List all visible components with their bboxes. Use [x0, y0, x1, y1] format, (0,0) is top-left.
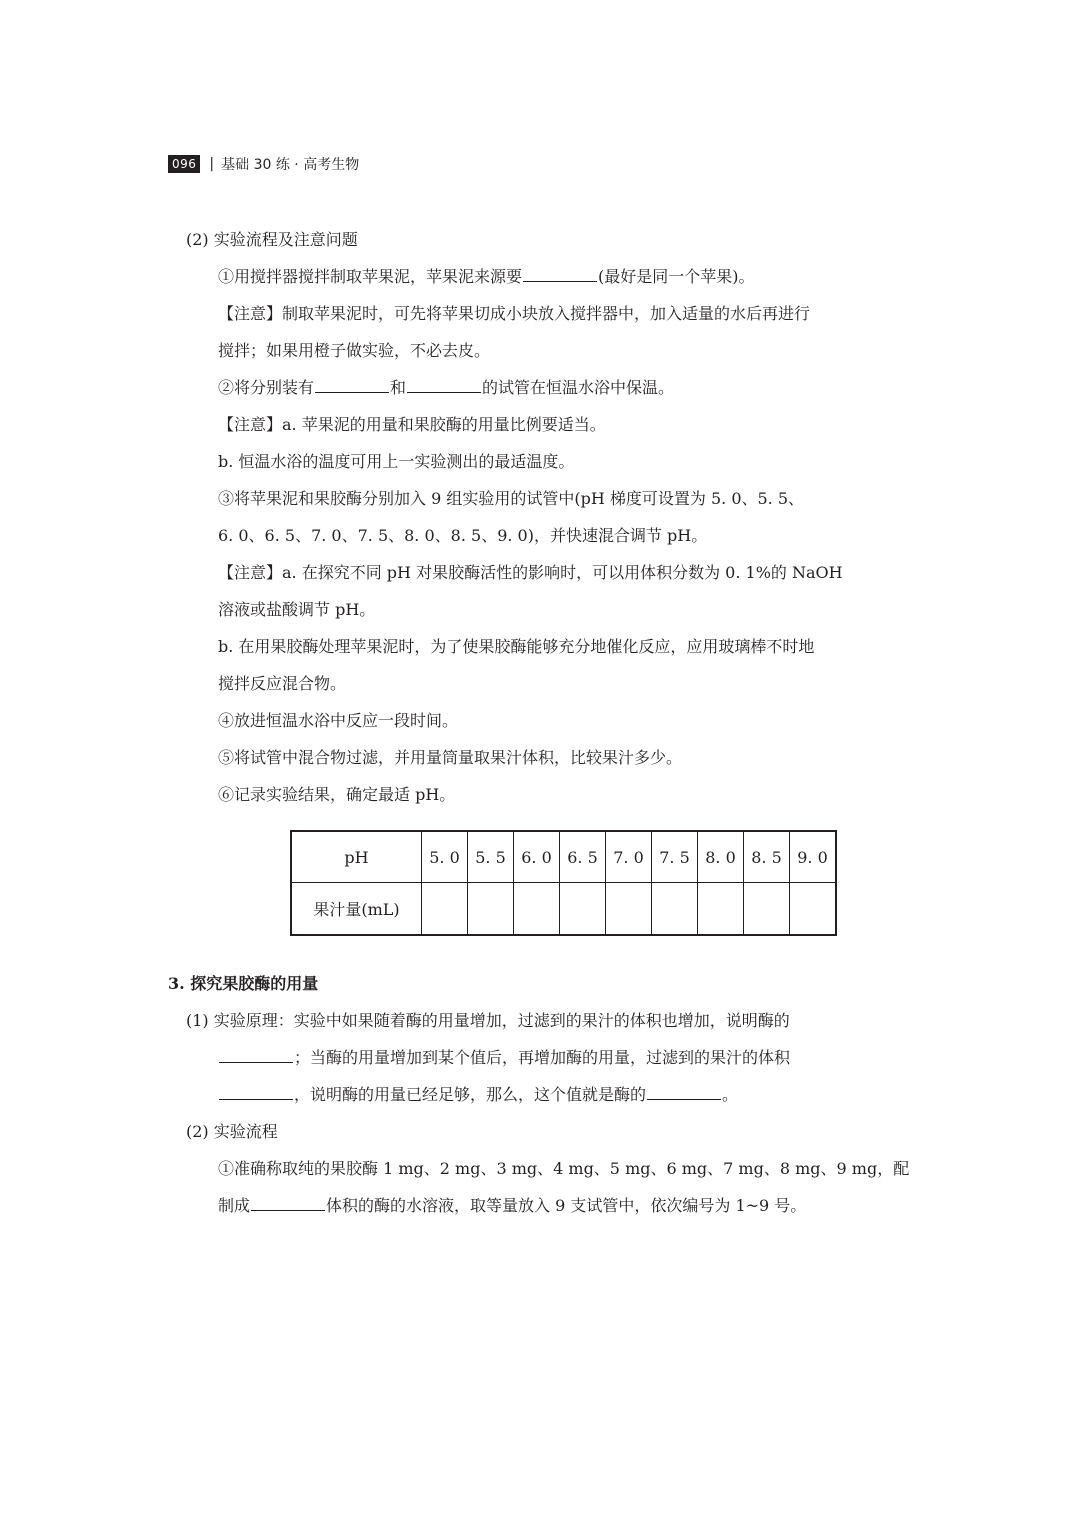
principle-line1: (1) 实验原理：实验中如果随着酶的用量增加，过滤到的果汁的体积也增加，说明酶的 [186, 1011, 790, 1030]
step6: ⑥记录实验结果，确定最适 pH。 [218, 785, 456, 804]
book-title: 基础 30 练 · 高考生物 [221, 157, 360, 173]
juice-volume-header-cell: 果汁量(mL) [291, 883, 422, 936]
note1-line1: 【注意】制取苹果泥时，可先将苹果切成小块放入搅拌器中，加入适量的水后再进行 [218, 304, 811, 323]
flow-step1-text-a: 制成 [218, 1196, 251, 1215]
header-separator: | [209, 156, 215, 172]
step3-line1: ③将苹果泥和果胶酶分别加入 9 组实验用的试管中(pH 梯度可设置为 5. 0、5. 5、 [218, 489, 805, 508]
empty-cell [468, 883, 514, 936]
ph-value-cell: 7. 5 [652, 831, 698, 883]
empty-cell [560, 883, 606, 936]
fill-blank [407, 377, 481, 393]
fill-blank [523, 266, 597, 282]
ph-results-table [290, 830, 837, 936]
table-row [291, 831, 836, 883]
flow-heading: (2) 实验流程 [186, 1122, 278, 1141]
step2-text-c: 的试管在恒温水浴中保温。 [482, 378, 675, 397]
page-number: 096 [168, 155, 200, 173]
step2-text-a: ②将分别装有 [218, 378, 315, 397]
ph-value-cell: 8. 0 [698, 831, 744, 883]
note3-line4: 搅拌反应混合物。 [218, 674, 347, 693]
table-row [291, 883, 836, 936]
note3-line1: 【注意】a. 在探究不同 pH 对果胶酶活性的影响时，可以用体积分数为 0. 1%的 NaOH [218, 563, 843, 582]
principle-line2 [218, 1047, 790, 1069]
principle-line2-text: ；当酶的用量增加到某个值后，再增加酶的用量，过滤到的果汁的体积 [294, 1048, 791, 1067]
ph-value-cell: 6. 5 [560, 831, 606, 883]
step4: ④放进恒温水浴中反应一段时间。 [218, 711, 459, 730]
empty-cell [698, 883, 744, 936]
empty-cell [422, 883, 468, 936]
fill-blank [219, 1047, 293, 1063]
empty-cell [790, 883, 837, 936]
fill-blank [219, 1084, 293, 1100]
ph-value-cell: 8. 5 [744, 831, 790, 883]
step5: ⑤将试管中混合物过滤，并用量筒量取果汁体积，比较果汁多少。 [218, 748, 683, 767]
empty-cell [652, 883, 698, 936]
ph-value-cell: 7. 0 [606, 831, 652, 883]
step2 [218, 377, 674, 399]
step1-text-b: (最好是同一个苹果)。 [598, 267, 755, 286]
ph-header-cell: pH [291, 831, 422, 883]
flow-step1-text-b: 体积的酶的水溶液，取等量放入 9 支试管中，依次编号为 1~9 号。 [326, 1196, 807, 1215]
section2-heading: (2) 实验流程及注意问题 [186, 230, 358, 249]
section3-title: 3. 探究果胶酶的用量 [168, 974, 319, 993]
flow-step1-line1: ①准确称取纯的果胶酶 1 mg、2 mg、3 mg、4 mg、5 mg、6 mg、7 mg、8 mg、9 mg，配 [218, 1159, 910, 1178]
note3-line3: b. 在用果胶酶处理苹果泥时，为了使果胶酶能够充分地催化反应，应用玻璃棒不时地 [218, 637, 815, 656]
step2-text-b: 和 [390, 378, 407, 397]
note2-line2: b. 恒温水浴的温度可用上一实验测出的最适温度。 [218, 452, 575, 471]
principle-line3-text-b: 。 [722, 1085, 739, 1104]
empty-cell [606, 883, 652, 936]
page-header [168, 154, 359, 174]
note2-line1: 【注意】a. 苹果泥的用量和果胶酶的用量比例要适当。 [218, 415, 606, 434]
ph-value-cell: 5. 0 [422, 831, 468, 883]
step1-text-a: ①用搅拌器搅拌制取苹果泥，苹果泥来源要 [218, 267, 523, 286]
step1 [218, 266, 755, 288]
note1-line2: 搅拌；如果用橙子做实验，不必去皮。 [218, 341, 491, 360]
fill-blank [251, 1195, 325, 1211]
empty-cell [744, 883, 790, 936]
ph-value-cell: 6. 0 [514, 831, 560, 883]
principle-line3 [218, 1084, 738, 1106]
principle-line3-text-a: ，说明酶的用量已经足够，那么，这个值就是酶的 [294, 1085, 647, 1104]
ph-value-cell: 9. 0 [790, 831, 837, 883]
step3-line2: 6. 0、6. 5、7. 0、7. 5、8. 0、8. 5、9. 0)，并快速混合调节 pH。 [218, 526, 708, 545]
fill-blank [315, 377, 389, 393]
empty-cell [514, 883, 560, 936]
fill-blank [647, 1084, 721, 1100]
ph-value-cell: 5. 5 [468, 831, 514, 883]
note3-line2: 溶液或盐酸调节 pH。 [218, 600, 376, 619]
flow-step1-line2 [218, 1195, 806, 1217]
